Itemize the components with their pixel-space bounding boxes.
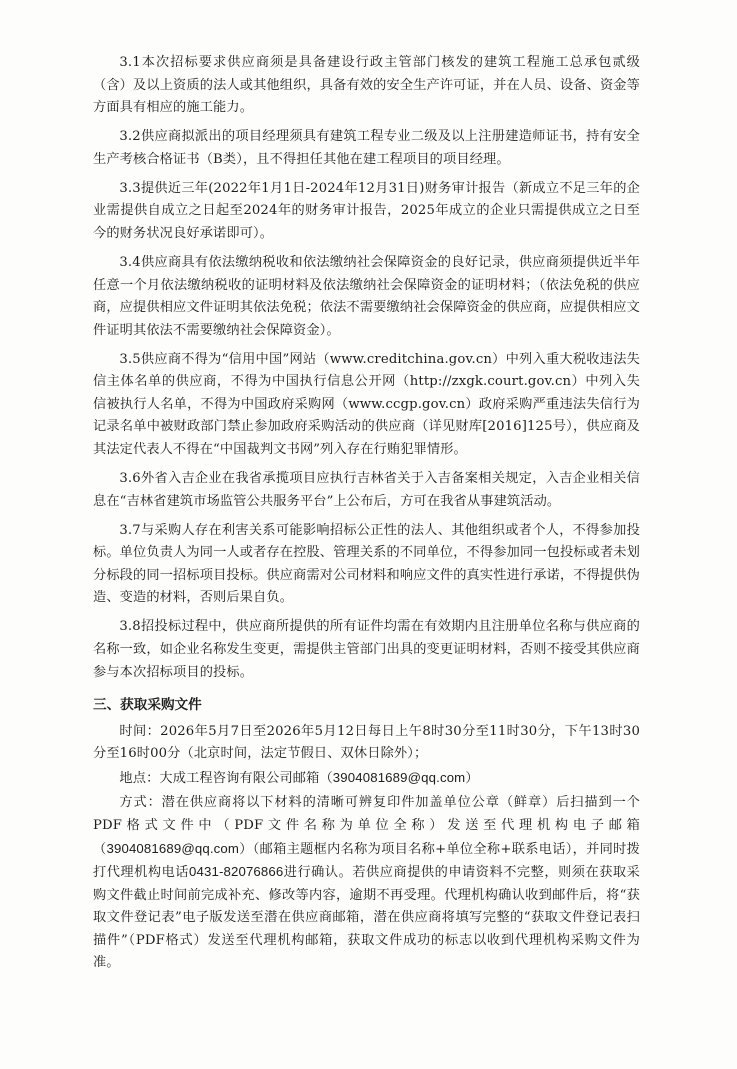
time-paragraph: 时间：2026年5月7日至2026年5月12日每日上午8时30分至11时30分，下午13时30分至16时00分（北京时间，法定节假日、双休日除外）； [93, 723, 640, 762]
clause-3-6: 3.6外省入吉企业在我省承揽项目应执行吉林省关于入吉备案相关规定，入吉企业相关信息在“吉林省建筑市场监管公共服务平台”上公布后，方可在我省从事建筑活动。 [93, 471, 640, 509]
place-paragraph [93, 767, 640, 791]
clause-3-8: 3.8招投标过程中，供应商所提供的所有证件均需在有效期内且注册单位名称与供应商的名称一致，如企业名称发生变更，需提供主管部门出具的变更证明材料，否则不接受其供应商参与本次招标项目的投标。 [93, 619, 640, 680]
place-email: 3904081689@qq.com [332, 770, 466, 786]
clause-3-5: 3.5供应商不得为“信用中国”网站（www.creditchina.gov.cn）中列入重大税收违法失信主体名单的供应商，不得为中国执行信息公开网（http://zxgk.court.gov.cn）中列入失信被执行人名单，不得为中国政府采购网（www.ccgp.gov.cn）政府采购严重违法失信行为记录名单中被财政部门禁止参加政府采购活动的供应商（详见财库[2016]125号），供应商及其法定代表人不得在“中国裁判文书网”列入存在行贿犯罪情形。 [93, 351, 640, 458]
clause-3-4: 3.4供应商具有依法缴纳税收和依法缴纳社会保障资金的良好记录，供应商须提供近半年任意一个月依法缴纳税收的证明材料及依法缴纳社会保障资金的证明材料；（依法免税的供应商，应提供相应文件证明其依法免税；依法不需要缴纳社会保障资金的供应商，应提供相应文件证明其依法不需要缴纳社会保障资金）。 [93, 254, 640, 338]
clause-3-2: 3.2供应商拟派出的项目经理须具有建筑工程专业二级及以上注册建造师证书，持有安全生产考核合格证书（B类），且不得担任其他在建工程项目的项目经理。 [93, 129, 640, 167]
method-email: 3904081689@qq.com [106, 840, 240, 856]
clause-3-7: 3.7与采购人存在利害关系可能影响招标公正性的法人、其他组织或者个人，不得参加投标。单位负责人为同一人或者存在控股、管理关系的不同单位，不得参加同一包投标或者未划分标段的同一招标项目投标。供应商需对公司材料和响应文件的真实性进行承诺，不得提供伪造、变造的材料，否则后果自负。 [93, 522, 640, 606]
method-paragraph [93, 792, 640, 975]
place-suffix: ） [465, 771, 479, 787]
agency-phone: 0431-82076866 [189, 864, 284, 880]
method-text-3: 进行确认。若供应商提供的申请资料不完整，则须在获取采购文件截止时间前完成补充、修改等内容，逾期不再受理。代理机构确认收到邮件后，将“获取文件登记表”电子版发送至潜在供应商邮箱，潜在供应商将填写完整的“获取文件登记表扫描件”（PDF格式）发送至代理机构邮箱，获取文件成功的标志以收到代理机构采购文件为准。 [93, 865, 640, 971]
clause-3-3: 3.3提供近三年(2022年1月1日-2024年12月31日)财务审计报告（新成立不足三年的企业需提供自成立之日起至2024年的财务审计报告，2025年成立的企业只需提供成立之日至今的财务状况良好承诺即可）。 [93, 180, 640, 241]
method-text-2: ）（邮箱主题框内名称为项目名称+单位全称+联系电话），并同时拨打代理机构电话 [93, 841, 640, 881]
clause-3-1: 3.1本次招标要求供应商须是具备建设行政主管部门核发的建筑工程施工总承包贰级（含）及以上资质的法人或其他组织，具备有效的安全生产许可证，并在人员、设备、资金等方面具有相应的施工能力。 [93, 55, 640, 116]
place-prefix: 地点：大成工程咨询有限公司邮箱（ [119, 771, 333, 787]
section-heading: 三、获取采购文件 [93, 697, 202, 714]
method-text-1: 方式：潜在供应商将以下材料的清晰可辨复印件加盖单位公章（鲜章）后扫描到一个PDF格式文件中（PDF文件名称为单位全称）发送至代理机构电子邮箱（ [93, 795, 640, 857]
